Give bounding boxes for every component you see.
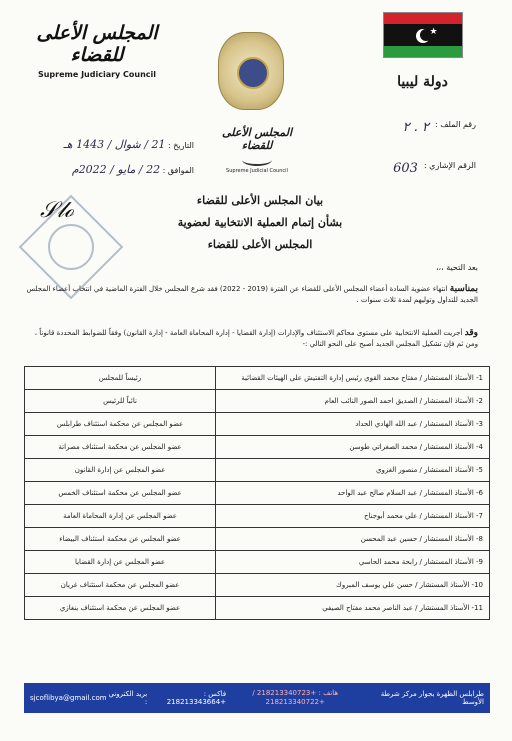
state-header <box>365 12 480 90</box>
footer-bar <box>24 683 490 713</box>
member-row <box>25 597 490 620</box>
council-name-ar: المجلس الأعلى للقضاء <box>36 22 158 66</box>
member-row <box>25 551 490 574</box>
member-row <box>25 482 490 505</box>
council-header <box>22 22 172 79</box>
fax-value: +218213343664 <box>166 698 227 706</box>
member-role: رئيساً للمجلس <box>25 367 216 390</box>
member-row <box>25 574 490 597</box>
date-block <box>34 138 194 188</box>
member-name: 10- الأستاذ المستشار / حسن علي يوسف المبروك <box>216 574 490 597</box>
statement-title <box>110 190 410 256</box>
phone-values: +218213340723 / +218213340722 <box>252 689 325 706</box>
member-row <box>25 436 490 459</box>
member-role: عضو المجلس عن محكمة استئناف البيضاء <box>25 528 216 551</box>
member-row <box>25 459 490 482</box>
mid-logo-ar: المجلس الأعلى للقضاء <box>221 126 293 152</box>
member-name: 8- الأستاذ المستشار / حسين عبد المحسن <box>216 528 490 551</box>
member-name: 2- الأستاذ المستشار / الصديق احمد الصور النائب العام <box>216 390 490 413</box>
member-role: عضو المجلس عن محكمة استئناف بنغازي <box>25 597 216 620</box>
hijri-date-row <box>34 138 194 151</box>
state-name: دولة ليبيا <box>397 74 448 90</box>
ref-number-row <box>306 161 476 176</box>
corr-value: 22 / مايو / 2022م <box>71 163 161 176</box>
ref-number-label: الرقم الإشاري : <box>423 161 476 170</box>
member-name: 5- الأستاذ المستشار / منصور الغزوي <box>216 459 490 482</box>
title-line-2: بشأن إتمام العملية الانتخابية لعضوية <box>177 216 343 229</box>
paragraph-2-text: أجريت العملية الانتخابية على مستوى محاكم الاستئناف والإدارات (إدارة القضايا - إدارة المحاماة العامة - إدارة القانون) وفقاً للضوابط المحددة قانوناً ، ومن ثم فإن تشكيل المجلس الجديد أصبح على النحو التالي :- <box>34 329 478 348</box>
book-icon <box>242 154 272 166</box>
corr-label: الموافق : <box>162 166 194 175</box>
member-role: عضو المجلس عن محكمة استئناف مصراتة <box>25 436 216 459</box>
council-emblem-icon <box>218 32 284 110</box>
member-name: 6- الأستاذ المستشار / عبد السلام صالح عبد الواحد <box>216 482 490 505</box>
member-role: عضو المجلس عن إدارة المحاماة العامة <box>25 505 216 528</box>
mid-logo <box>212 126 302 174</box>
member-row <box>25 367 490 390</box>
file-number-row <box>306 120 476 135</box>
member-role: نائباً للرئيس <box>25 390 216 413</box>
member-row <box>25 413 490 436</box>
paragraph-1-lead: بمناسبة <box>449 284 478 294</box>
title-line-3: المجلس الأعلى للقضاء <box>207 238 313 251</box>
file-number-value: ٢ . ٢ <box>402 120 429 135</box>
member-role: عضو المجلس عن محكمة استئناف طرابلس <box>25 413 216 436</box>
file-number-label: رقم الملف : <box>434 120 476 129</box>
member-name: 1- الأستاذ المستشار / مفتاح محمد القوي رئيس إدارة التفتيش على الهيئات القضائية <box>216 367 490 390</box>
footer-email[interactable]: sjcoflibya@gmail.com <box>30 694 107 702</box>
paragraph-1-text: انتهاء عضوية السادة أعضاء المجلس الأعلى للقضاء عن الفترة (2019 - 2022) فقد شرع المجلس خلال الفترة الماضية في انتخاب أعضاء المجلس الجديد للتداول وتوليهم لمدة ثلاث سنوات . <box>26 285 478 304</box>
footer-address: طرابلس الظهرة بجوار مركز شرطة الأوسط <box>380 690 484 706</box>
greeting: بعد التحية ،،، <box>435 263 478 272</box>
signature: 𝒮𝓁ℴ <box>40 198 74 223</box>
gregorian-date-row <box>34 163 194 176</box>
phone-label: هاتف : <box>318 689 339 697</box>
member-name: 11- الأستاذ المستشار / عبد الناصر محمد مفتاح الصيفي <box>216 597 490 620</box>
member-role: عضو المجلس عن محكمة استئناف غريان <box>25 574 216 597</box>
date-label: التاريخ : <box>167 141 194 150</box>
member-row <box>25 528 490 551</box>
ref-number-value: 603 <box>393 161 418 176</box>
mid-logo-en: Supreme Judicial Council <box>226 168 288 174</box>
footer-phones <box>226 689 364 707</box>
member-name: 4- الأستاذ المستشار / محمد الصغراتي طوسن <box>216 436 490 459</box>
members-table <box>24 366 490 620</box>
footer-email-label: بريد الكتروني : <box>108 690 148 706</box>
member-role: عضو المجلس عن إدارة القضايا <box>25 551 216 574</box>
council-name-en: Supreme Judiciary Council <box>37 70 157 79</box>
member-row <box>25 390 490 413</box>
title-line-1: بيان المجلس الأعلى للقضاء <box>196 194 324 207</box>
paragraph-2-lead: وقد <box>464 328 478 338</box>
member-row <box>25 505 490 528</box>
member-role: عضو المجلس عن إدارة القانون <box>25 459 216 482</box>
footer-fax <box>147 690 226 706</box>
member-name: 9- الأستاذ المستشار / رابحة محمد الحاسي <box>216 551 490 574</box>
member-name: 3- الأستاذ المستشار / عبد الله الهادي الحداد <box>216 413 490 436</box>
paragraph-2 <box>26 328 478 350</box>
libya-flag-icon: ★ <box>383 12 463 58</box>
fax-label: فاكس : <box>203 690 227 698</box>
paragraph-1 <box>26 284 478 306</box>
member-role: عضو المجلس عن محكمة استئناف الخمس <box>25 482 216 505</box>
date-value: 21 / شوال / 1443 هـ <box>63 138 166 151</box>
member-name: 7- الأستاذ المستشار / علي محمد أبوجناح <box>216 505 490 528</box>
